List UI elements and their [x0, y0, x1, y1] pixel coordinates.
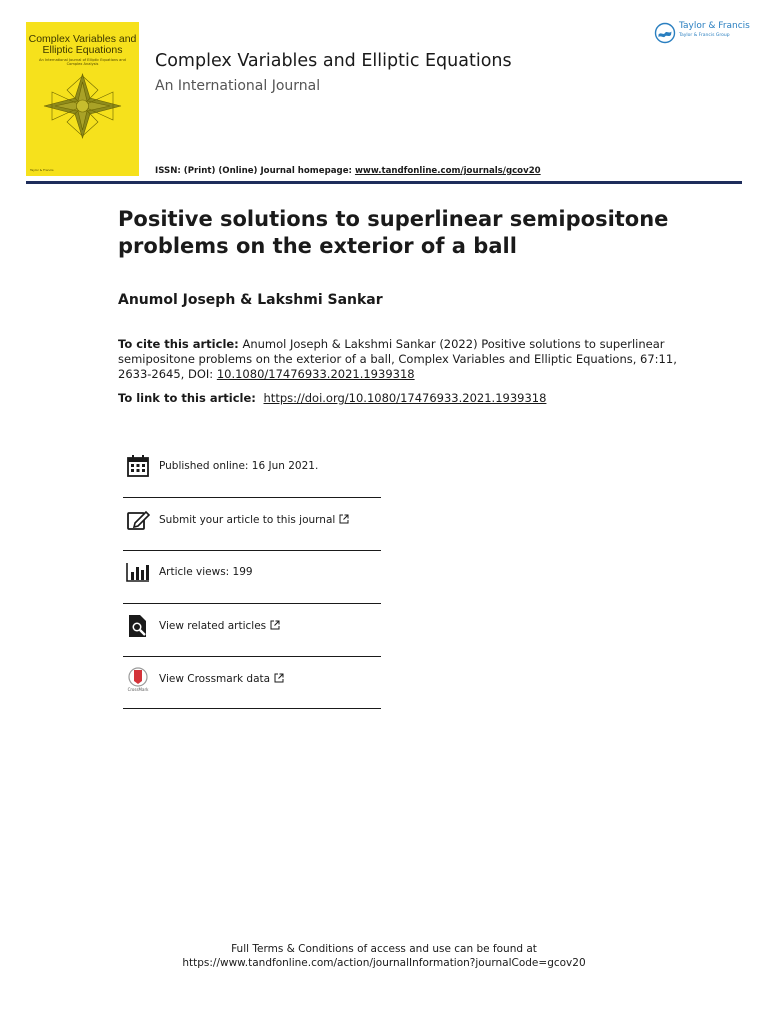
cover-star-artwork [42, 72, 123, 140]
related-articles-row[interactable] [123, 611, 381, 641]
crossmark-label: View Crossmark data [159, 673, 271, 685]
header-rule [26, 181, 742, 184]
related-articles-link[interactable] [159, 620, 280, 632]
calendar-icon [123, 451, 153, 481]
article-doi-link[interactable]: https://doi.org/10.1080/17476933.2021.1939318 [263, 391, 547, 405]
cite-doi-link[interactable]: 10.1080/17476933.2021.1939318 [216, 367, 415, 381]
article-link-line [118, 391, 546, 405]
journal-cover-image [26, 22, 139, 176]
journal-subtitle: An International Journal [155, 78, 321, 94]
issn-line [155, 166, 541, 176]
divider [123, 497, 381, 498]
footer-line-1: Full Terms & Conditions of access and use can be found at [231, 943, 537, 955]
publisher-name: Taylor & Francis [679, 21, 750, 31]
citation-block [118, 337, 678, 382]
footer-terms-link[interactable]: https://www.tandfonline.com/action/journalInformation?journalCode=gcov20 [182, 957, 586, 969]
cover-subtitle: An International Journal of Elliptic Equations and Complex Analysis [39, 58, 126, 67]
submit-article-row[interactable] [123, 505, 381, 535]
article-title: Positive solutions to superlinear semipositone problems on the exterior of a ball [118, 207, 669, 258]
link-label: To link to this article: [118, 391, 260, 405]
footer-terms [0, 942, 768, 970]
article-authors: Anumol Joseph & Lakshmi Sankar [118, 292, 383, 308]
cite-label: To cite this article: [118, 337, 239, 351]
divider [123, 656, 381, 657]
published-online-row [123, 451, 381, 481]
submit-article-link[interactable] [159, 514, 349, 526]
crossmark-link[interactable] [159, 673, 284, 685]
journal-homepage-link[interactable]: www.tandfonline.com/journals/gcov20 [354, 166, 541, 176]
divider [123, 603, 381, 604]
edit-pencil-icon [123, 505, 153, 535]
issn-prefix: ISSN: (Print) (Online) Journal homepage: [155, 166, 355, 176]
publisher-group: Taylor & Francis Group [679, 33, 730, 38]
cover-footer [30, 168, 135, 172]
cover-title: Complex Variables and Elliptic Equations [28, 33, 137, 56]
external-link-icon [270, 620, 280, 630]
divider [123, 708, 381, 709]
article-views-text: Article views: 199 [159, 566, 253, 578]
crossmark-icon [123, 664, 153, 694]
taylor-francis-logo[interactable] [654, 22, 750, 44]
cite-text: Anumol Joseph & Lakshmi Sankar (2022) Positive solutions to superlinear semipositone problems on the exterior of a ball, Complex Variables and Elliptic Equations, 67:11, 2633-2645, DOI: [118, 337, 677, 381]
journal-title: Complex Variables and Elliptic Equations [155, 51, 512, 71]
submit-article-label: Submit your article to this journal [159, 514, 336, 526]
external-link-icon [339, 514, 349, 524]
bar-chart-icon [123, 557, 153, 587]
divider [123, 550, 381, 551]
crossmark-row[interactable] [123, 664, 381, 694]
crossmark-logo-text: CrossMark [127, 686, 149, 692]
taylor-francis-logo-icon [654, 22, 676, 44]
document-search-icon [123, 611, 153, 641]
related-articles-label: View related articles [159, 620, 267, 632]
external-link-icon [274, 673, 284, 683]
published-online-text: Published online: 16 Jun 2021. [159, 460, 319, 472]
article-views-row [123, 557, 381, 587]
cover-publisher: Taylor & Francis [30, 168, 54, 172]
